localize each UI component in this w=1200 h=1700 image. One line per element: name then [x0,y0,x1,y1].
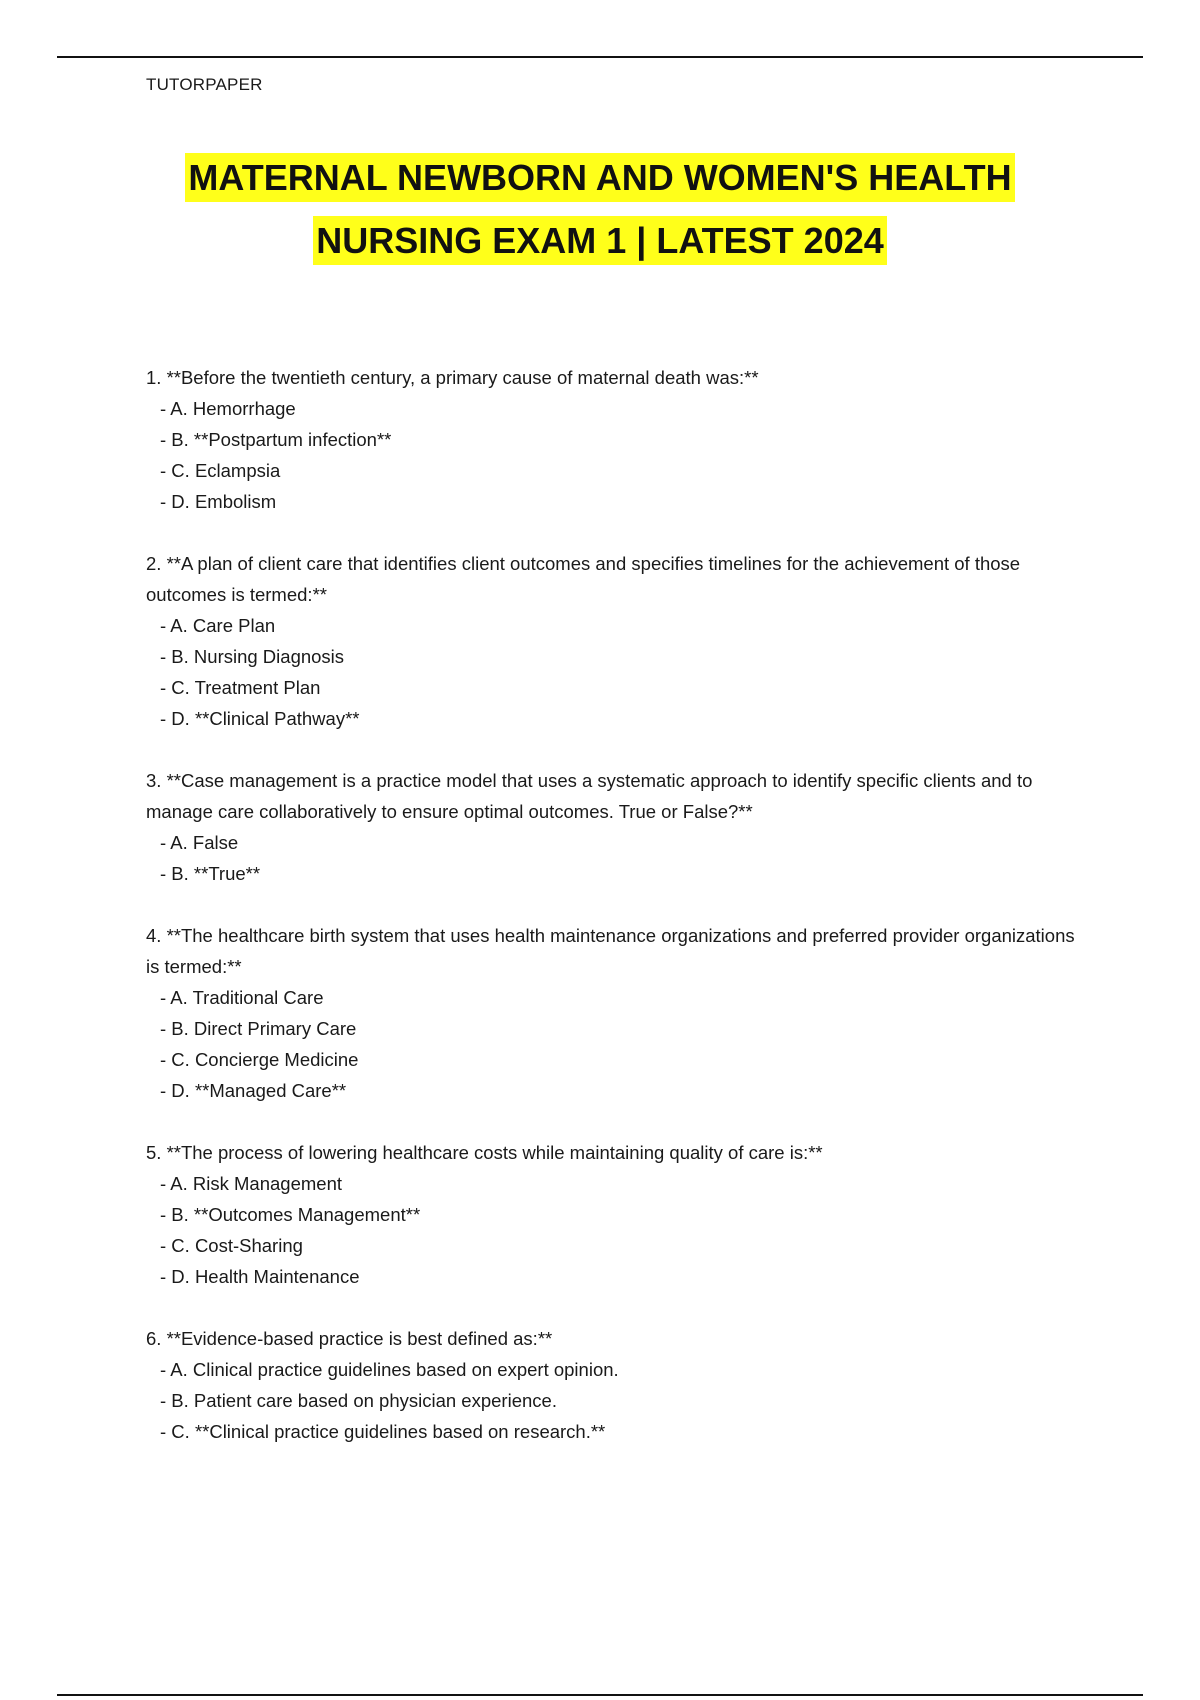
question-text: 3. **Case management is a practice model that uses a systematic approach to identify specific clients and to manage care collaboratively to ensure optimal outcomes. True or False?** [146,770,1033,822]
answer-option: - A. Risk Management [160,1173,342,1194]
answer-option: - C. **Clinical practice guidelines based on research.** [160,1421,606,1442]
answer-option: - B. Patient care based on physician experience. [160,1390,557,1411]
header-label: TUTORPAPER [146,75,263,94]
page-title [0,146,1200,272]
question-list [146,362,1086,1478]
answer-option: - C. Cost-Sharing [160,1235,303,1256]
question-2 [146,548,1086,734]
question-text: 5. **The process of lowering healthcare costs while maintaining quality of care is:** [146,1142,823,1163]
answer-option: - D. **Managed Care** [160,1080,347,1101]
answer-option: - B. Nursing Diagnosis [160,646,345,667]
answer-option: - A. Clinical practice guidelines based on expert opinion. [160,1359,619,1380]
answer-option: - C. Concierge Medicine [160,1049,359,1070]
answer-option: - B. **Postpartum infection** [160,429,392,450]
top-divider [57,56,1143,58]
answer-option: - B. **True** [160,863,261,884]
question-1 [146,362,1086,517]
answer-option: - A. Care Plan [160,615,276,636]
question-text: 6. **Evidence-based practice is best defined as:** [146,1328,553,1349]
question-text: 4. **The healthcare birth system that uses health maintenance organizations and preferred provider organizations is termed:** [146,925,1075,977]
question-text: 1. **Before the twentieth century, a primary cause of maternal death was:** [146,367,759,388]
title-line-2: NURSING EXAM 1 | LATEST 2024 [313,216,887,265]
answer-option: - D. Embolism [160,491,277,512]
answer-option: - A. Traditional Care [160,987,324,1008]
question-6 [146,1323,1086,1447]
answer-option: - C. Treatment Plan [160,677,321,698]
question-text: 2. **A plan of client care that identifies client outcomes and specifies timelines for the achievement of those outcomes is termed:** [146,553,1021,605]
answer-option: - B. **Outcomes Management** [160,1204,421,1225]
answer-option: - D. **Clinical Pathway** [160,708,360,729]
question-4 [146,920,1086,1106]
answer-option: - D. Health Maintenance [160,1266,360,1287]
answer-option: - B. Direct Primary Care [160,1018,357,1039]
question-5 [146,1137,1086,1292]
question-3 [146,765,1086,889]
title-line-1: MATERNAL NEWBORN AND WOMEN'S HEALTH [185,153,1014,202]
answer-option: - A. Hemorrhage [160,398,296,419]
answer-option: - C. Eclampsia [160,460,281,481]
bottom-divider [57,1694,1143,1696]
answer-option: - A. False [160,832,239,853]
